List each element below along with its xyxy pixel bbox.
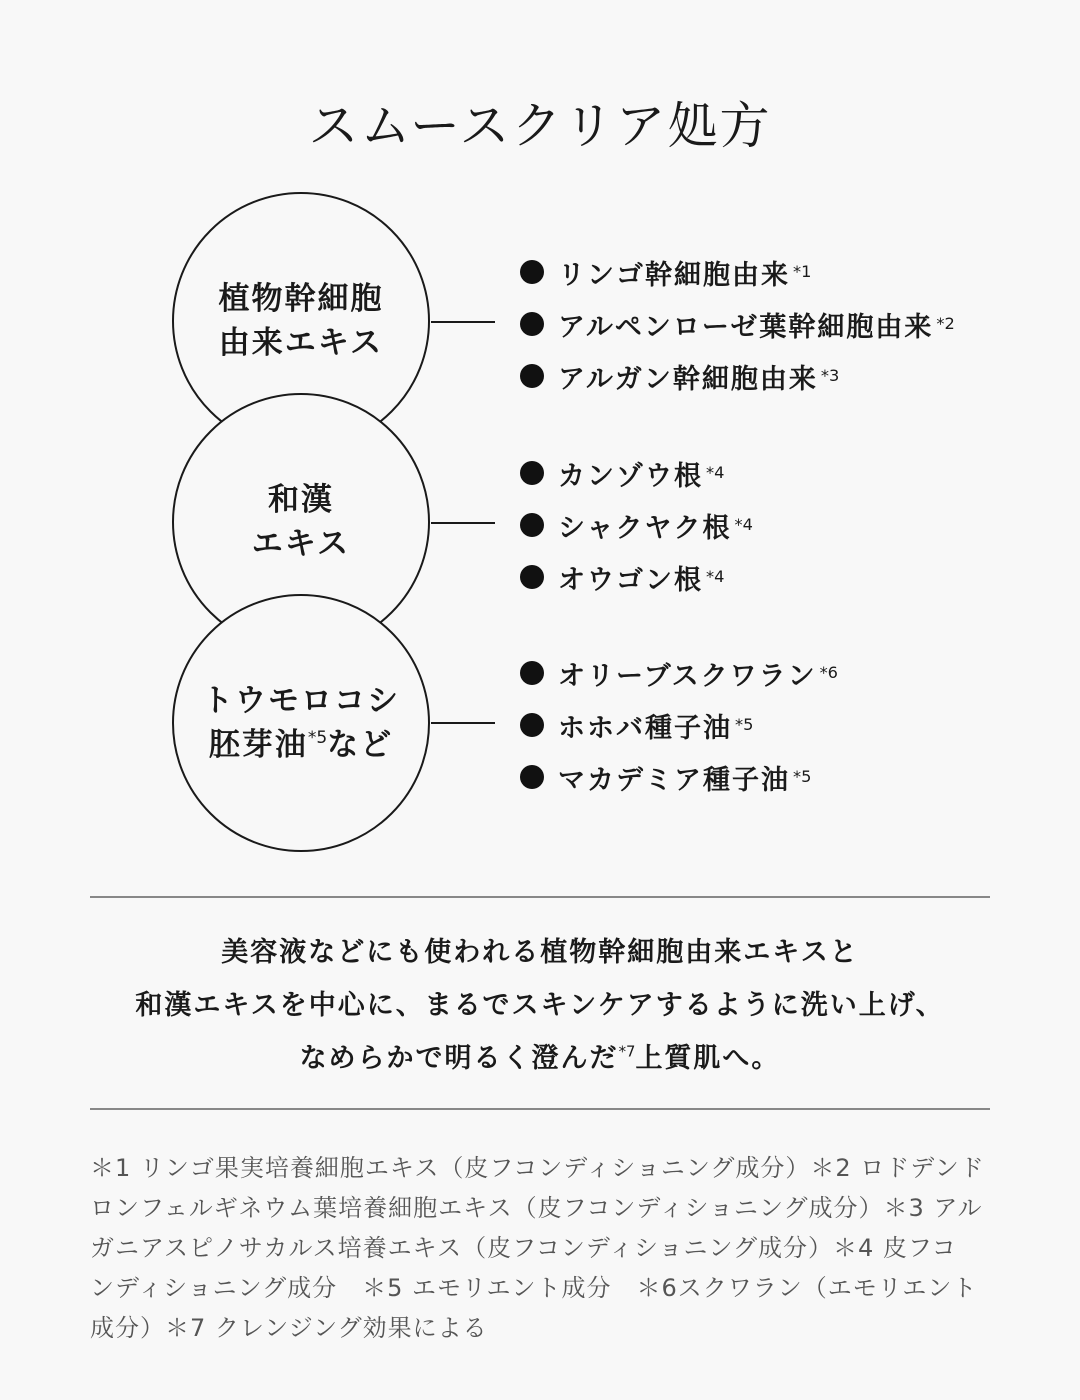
ingredient-item: オウゴン根 *4 bbox=[520, 551, 753, 603]
circle-corn-germ-oil bbox=[172, 594, 430, 852]
circle-label-line2: 胚芽油$^{*5}$など bbox=[208, 727, 394, 763]
bullet-dot-icon bbox=[520, 312, 544, 336]
bullet-dot-icon bbox=[520, 661, 544, 685]
ingredient-item: シャクヤク根 *4 bbox=[520, 499, 753, 551]
bullet-dot-icon bbox=[520, 364, 544, 388]
bullet-dot-icon bbox=[520, 260, 544, 284]
page-title: スムースクリア処方 bbox=[308, 97, 772, 155]
divider bbox=[90, 1108, 990, 1110]
divider bbox=[90, 896, 990, 898]
footnotes bbox=[90, 1148, 995, 1348]
footnote-line: ンディショニング成分 ＊5 エモリエント成分 ＊6スクワラン（エモリエント bbox=[90, 1274, 978, 1302]
ingredient-item: アルペンローゼ葉幹細胞由来 *2 bbox=[520, 298, 955, 350]
bullet-dot-icon bbox=[520, 461, 544, 485]
connector-line bbox=[431, 722, 495, 724]
ingredient-item: オリーブスクワラン *6 bbox=[520, 647, 838, 699]
footnote-line: ガニアスピノサカルス培養エキス（皮フコンディショニング成分）＊4 皮フコ bbox=[90, 1234, 957, 1262]
description-line: 和漢エキスを中心に、まるでスキンケアするように洗い上げ、 bbox=[135, 990, 945, 1021]
ingredient-item: カンゾウ根 *4 bbox=[520, 447, 753, 499]
footnote-line: ロンフェルギネウム葉培養細胞エキス（皮フコンディショニング成分）＊3 アル bbox=[90, 1194, 983, 1222]
connector-line bbox=[431, 522, 495, 524]
circle-label-line2: 由来エキス bbox=[218, 325, 384, 361]
circle-label-line2: エキス bbox=[251, 526, 351, 562]
circle-note: *5 bbox=[307, 728, 328, 749]
footnote-line: ＊1 リンゴ果実培養細胞エキス（皮フコンディショニング成分）＊2 ロドデンド bbox=[90, 1154, 985, 1182]
bullet-dot-icon bbox=[520, 765, 544, 789]
description-line: なめらかで明るく澄んだ$^{*7}$上質肌へ。 bbox=[299, 1042, 781, 1074]
ingredient-item: マカデミア種子油 *5 bbox=[520, 751, 838, 803]
ingredient-list-wakan bbox=[520, 447, 753, 603]
circle-label-line1: 和漢 bbox=[268, 482, 334, 518]
footnote-line: 成分）＊7 クレンジング効果による bbox=[90, 1314, 488, 1342]
ingredient-item: リンゴ幹細胞由来 *1 bbox=[520, 246, 955, 298]
ingredient-item: ホホバ種子油 *5 bbox=[520, 699, 838, 751]
connector-line bbox=[431, 321, 495, 323]
bullet-dot-icon bbox=[520, 513, 544, 537]
circle-label-line1: トウモロコシ bbox=[202, 683, 400, 719]
bullet-dot-icon bbox=[520, 565, 544, 589]
description bbox=[0, 926, 1080, 1085]
ingredient-list-plant-stem-cell bbox=[520, 246, 955, 402]
circle-label-line1: 植物幹細胞 bbox=[218, 281, 384, 317]
ingredient-list-oils bbox=[520, 647, 838, 803]
bullet-dot-icon bbox=[520, 713, 544, 737]
description-line: 美容液などにも使われる植物幹細胞由来エキスと bbox=[221, 937, 859, 968]
ingredient-item: アルガン幹細胞由来 *3 bbox=[520, 350, 955, 402]
